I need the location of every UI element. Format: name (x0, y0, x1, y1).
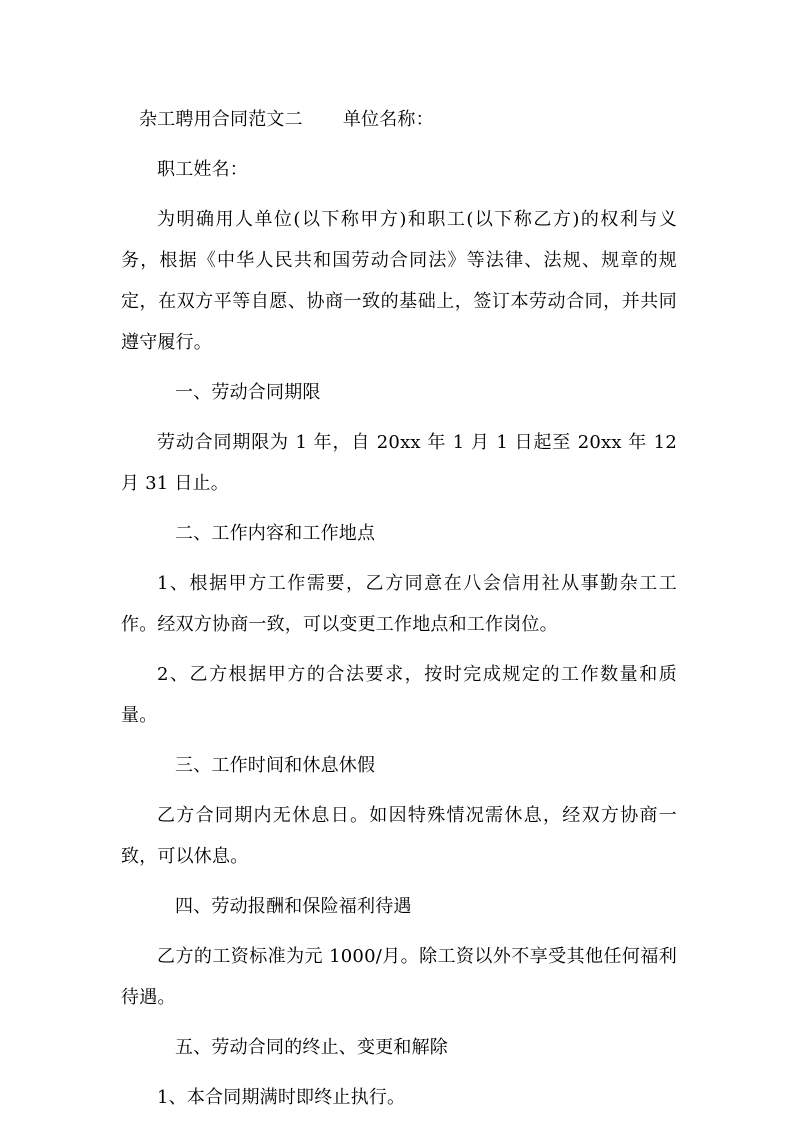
intro-paragraph: 为明确用人单位(以下称甲方)和职工(以下称乙方)的权利与义务，根据《中华人民共和国劳动合同法》等法律、法规、规章的规定，在双方平等自愿、协商一致的基础上，签订本劳动合同，并共同遵守履行。 (121, 209, 677, 353)
unit-name-label: 单位名称： (342, 109, 434, 130)
term-paragraph: 劳动合同期限为 1 年，自 20xx 年 1 月 1 日起至 20xx 年 12 月 31 日止。 (121, 432, 677, 494)
document-title: 杂工聘用合同范文二 (139, 109, 303, 130)
hours-paragraph: 乙方合同期内无休息日。如因特殊情况需休息，经双方协商一致，可以休息。 (121, 805, 677, 867)
section-heading-work: 二、工作内容和工作地点 (175, 523, 376, 544)
section-heading-termination: 五、劳动合同的终止、变更和解除 (175, 1037, 448, 1058)
work-paragraph-2: 2、乙方根据甲方的合法要求，按时完成规定的工作数量和质量。 (121, 664, 677, 726)
section-heading-hours: 三、工作时间和休息休假 (175, 755, 376, 776)
employee-name-label: 职工姓名： (157, 159, 248, 180)
title-line (121, 99, 677, 140)
pay-paragraph: 乙方的工资标准为元 1000/月。除工资以外不享受其他任何福利待遇。 (121, 946, 677, 1008)
termination-paragraph-1: 1、本合同期满时即终止执行。 (157, 1087, 406, 1108)
section-heading-term: 一、劳动合同期限 (175, 382, 321, 403)
work-paragraph-1: 1、根据甲方工作需要，乙方同意在八会信用社从事勤杂工工作。经双方协商一致，可以变更工作地点和工作岗位。 (121, 573, 677, 635)
section-heading-pay: 四、劳动报酬和保险福利待遇 (175, 896, 412, 917)
document-body (121, 99, 677, 1127)
